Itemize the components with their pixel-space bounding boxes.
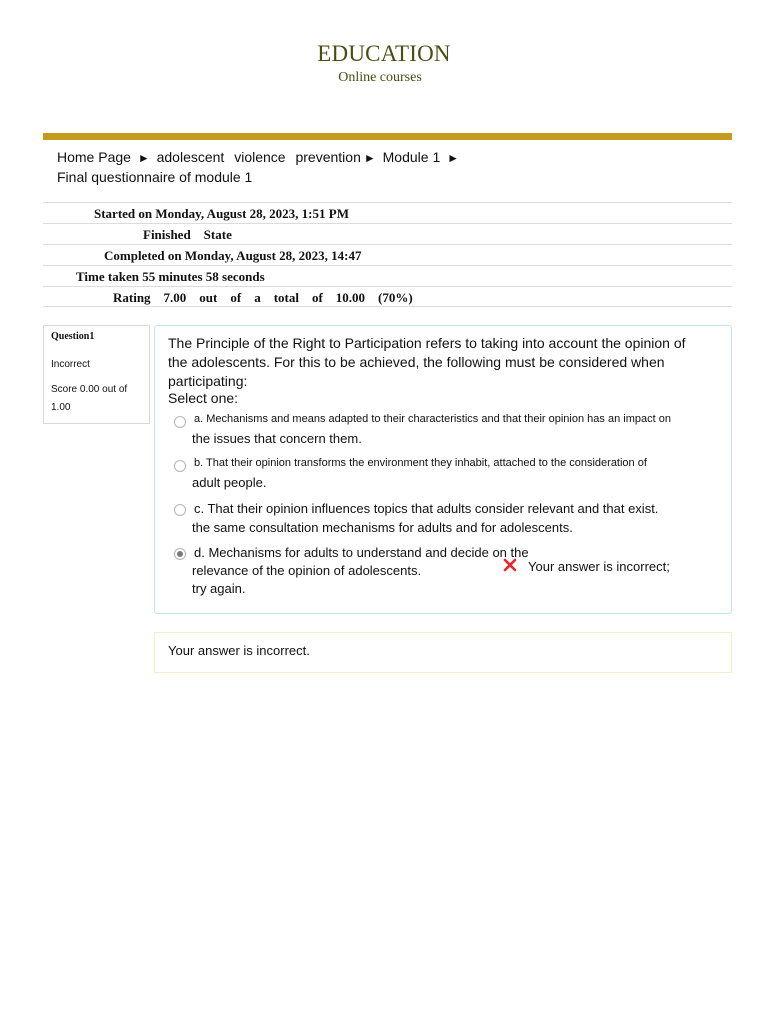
summary-started-text: Started on Monday, August 28, 2023, 1:51 PM (94, 206, 349, 221)
answer-option-d[interactable] (174, 545, 724, 601)
radio-button[interactable] (174, 460, 186, 472)
summary-completed-text: Completed on Monday, August 28, 2023, 14:47 (104, 248, 362, 263)
breadcrumb-separator-icon: ► (447, 151, 460, 165)
inline-feedback-text: Your answer is incorrect; (528, 559, 670, 574)
radio-button[interactable] (174, 504, 186, 516)
question-info-panel (43, 325, 150, 424)
outcome-feedback-text: Your answer is incorrect. (168, 643, 310, 658)
answer-option-b[interactable] (174, 456, 724, 492)
breadcrumb-separator-icon: ► (137, 151, 150, 165)
breadcrumb-separator-icon: ► (363, 151, 376, 165)
site-title: EDUCATION (317, 41, 451, 66)
summary-rating-text: Rating 7.00 out of a total of 10.00 (70%) (113, 290, 413, 305)
question-score: Score 0.00 out of 1.00 (51, 384, 128, 413)
option-text-line: c. That their opinion influences topics that adults consider relevant and that exist. (194, 501, 659, 516)
answer-option-a[interactable] (174, 412, 724, 448)
question-number: Question1 (51, 331, 95, 342)
option-text-line: a. Mechanisms and means adapted to their characteristics and that their opinion has an impact on (194, 413, 671, 425)
summary-row-state (43, 223, 732, 244)
radio-button-selected[interactable] (174, 548, 186, 560)
summary-row-started (43, 202, 732, 223)
option-text-line: d. Mechanisms for adults to understand and decide on the (194, 545, 529, 560)
breadcrumb-current-page: Final questionnaire of module 1 (57, 169, 253, 185)
option-text-line: try again. (192, 581, 246, 596)
breadcrumb-course-link[interactable]: adolescent violence prevention (156, 149, 361, 165)
summary-row-time-taken (43, 265, 732, 286)
answer-option-c[interactable] (174, 501, 724, 537)
radio-button[interactable] (174, 416, 186, 428)
option-text-line: b. That their opinion transforms the environment they inhabit, attached to the consideration of (194, 457, 647, 469)
select-one-prompt: Select one: (168, 390, 239, 406)
option-text-line: the same consultation mechanisms for adults and for adolescents. (192, 520, 573, 535)
question-text (168, 334, 728, 391)
site-subtitle: Online courses (338, 70, 422, 85)
option-text-line: adult people. (192, 475, 267, 490)
breadcrumb-home-link[interactable]: Home Page (57, 149, 131, 165)
question-text-line: The Principle of the Right to Participation refers to taking into account the opinion of (168, 335, 686, 351)
question-state: Incorrect (51, 359, 90, 370)
cross-icon (503, 558, 517, 572)
summary-time-taken-text: Time taken 55 minutes 58 seconds (76, 269, 265, 284)
question-text-line: the adolescents. For this to be achieved, the following must be considered when participating: (168, 354, 665, 389)
question-content-box (154, 325, 732, 614)
attempt-summary-table (43, 202, 732, 307)
header-divider-bar (43, 133, 732, 140)
breadcrumb (57, 148, 537, 187)
breadcrumb-module-link[interactable]: Module 1 (382, 149, 441, 165)
outcome-feedback-box (154, 632, 732, 673)
summary-state-text: Finished State (143, 227, 232, 242)
summary-row-completed (43, 244, 732, 265)
option-text-line: relevance of the opinion of adolescents. (192, 563, 422, 578)
option-text-line: the issues that concern them. (192, 431, 362, 446)
summary-row-rating (43, 286, 732, 307)
